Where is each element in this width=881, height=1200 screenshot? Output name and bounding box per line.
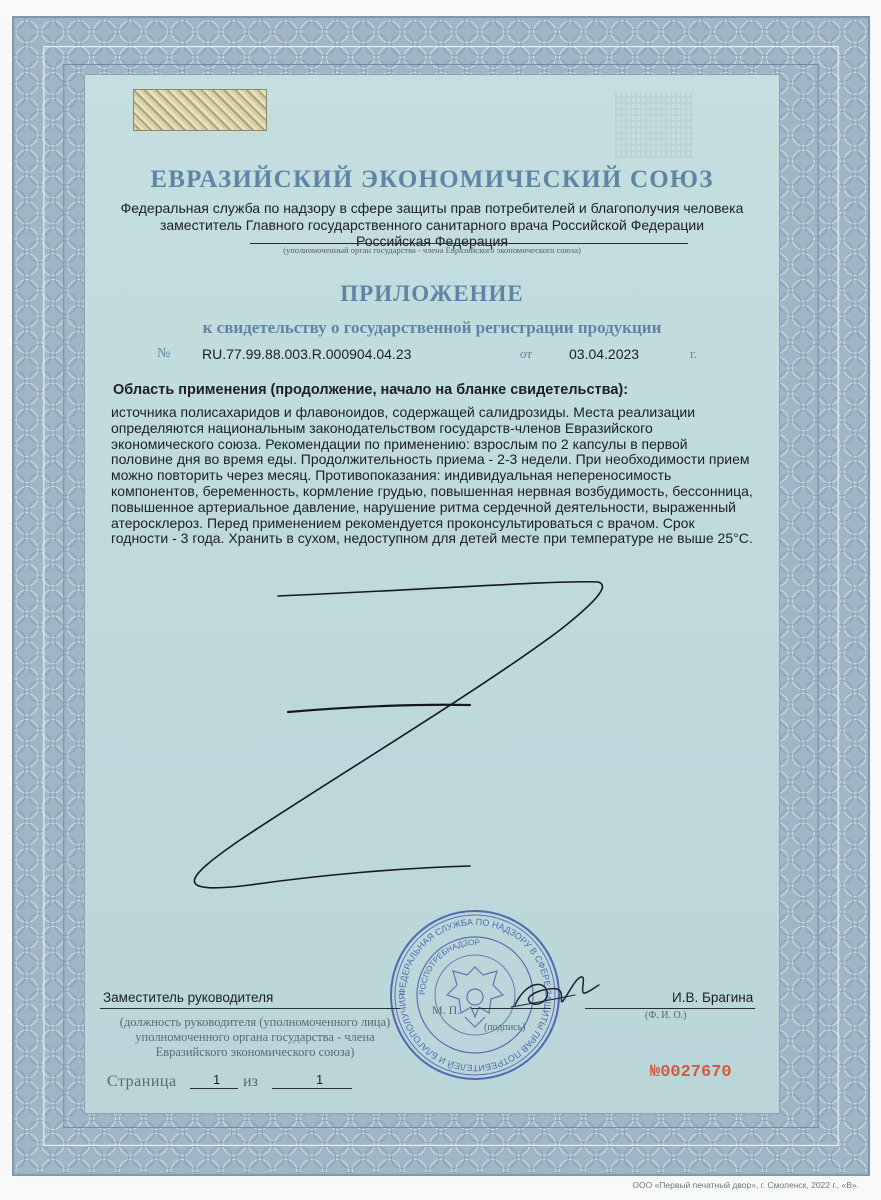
svg-text:РОСПОТРЕБНАДЗОР: РОСПОТРЕБНАДЗОР xyxy=(417,937,480,996)
name-underline xyxy=(585,1008,755,1009)
scope-line: половине дня во время еды. Продолжительность приема - 2-3 недели. При необходимости прием xyxy=(111,451,750,468)
page-label: Страница xyxy=(107,1073,177,1090)
date-label: от xyxy=(520,346,533,361)
page-number-underline xyxy=(190,1088,238,1089)
stamp-place-label: М. П. xyxy=(432,1003,461,1017)
document-title: ПРИЛОЖЕНИЕ xyxy=(340,281,524,306)
registration-date: 03.04.2023 xyxy=(569,346,640,362)
position-underline xyxy=(100,1008,400,1009)
page-number: 1 xyxy=(213,1072,221,1087)
name-caption: (Ф. И. О.) xyxy=(645,1010,687,1021)
position-caption: (должность руководителя (уполномоченного лица) уполномоченного органа государства - члена Евразийского экономического союза) xyxy=(119,1015,391,1059)
handwritten-signature xyxy=(495,965,605,1025)
scope-line: можно повторить через месяц. Противопоказания: индивидуальная непереносимость xyxy=(111,467,672,484)
signature-underline xyxy=(471,1008,551,1009)
year-suffix: г. xyxy=(690,346,698,361)
scope-line: источника полисахаридов и флавоноидов, содержащей салидрозиды. Места реализации xyxy=(111,404,696,420)
authority-line-3: Российская Федерация xyxy=(356,233,508,249)
authority-line-1: Федеральная служба по надзору в сфере защиты прав потребителей и благополучия человека xyxy=(120,200,744,216)
form-serial-number: №0027670 xyxy=(650,1063,732,1082)
scope-line: повышенное артериальное давление, нарушение ритма сердечной деятельности, выраженный xyxy=(111,498,736,515)
scope-line: компонентов, беременность, кормление грудью, повышенная нервная возбудимость, бессонница, xyxy=(111,482,753,499)
printer-imprint: ООО «Первый печатный двор», г. Смоленск, 2022 г., «В». xyxy=(632,1180,859,1190)
scope-heading: Область применения (продолжение, начало на бланке свидетельства): xyxy=(113,382,629,398)
position-label: Заместитель руководителя xyxy=(103,990,274,1005)
page-of-label: из xyxy=(243,1073,258,1090)
signer-name: И.В. Брагина xyxy=(672,990,754,1005)
page-total-underline xyxy=(272,1088,352,1089)
document-subtitle: к свидетельству о государственной регистрации продукции xyxy=(202,318,662,337)
union-title: ЕВРАЗИЙСКИЙ ЭКОНОМИЧЕСКИЙ СОЮЗ xyxy=(150,166,714,193)
authority-line-2: заместитель Главного государственного санитарного врача Российской Федерации xyxy=(159,216,705,233)
number-label: № xyxy=(157,346,171,361)
signature-caption: (подпись) xyxy=(484,1022,526,1033)
registration-number: RU.77.99.88.003.R.000904.04.23 xyxy=(202,346,412,362)
scope-line: определяются национальным законодательством государств-членов Евразийского xyxy=(111,419,653,436)
svg-text:ФЕДЕРАЛЬНАЯ СЛУЖБА ПО НАДЗОРУ: ФЕДЕРАЛЬНАЯ СЛУЖБА ПО НАДЗОРУ В СФЕРЕ ЗАЩИТЫ ПРАВ ПОТРЕБИТЕЛЕЙ И БЛАГОПОЛУЧИЯ xyxy=(396,916,554,1074)
scope-line: экономического союза. Рекомендации по применению: взрослым по 2 капсулы в первой xyxy=(111,435,688,452)
scope-line: годности - 3 года. Хранить в сухом, недоступном для детей месте при температуре не выше 25°С. xyxy=(111,530,753,547)
authority-caption: (уполномоченный орган государства - члена Евразийского экономического союза) xyxy=(283,245,581,255)
page-total: 1 xyxy=(316,1072,324,1087)
scope-line: атеросклероз. Перед применением рекомендуется проконсультироваться с врачом. Срок xyxy=(111,514,695,531)
